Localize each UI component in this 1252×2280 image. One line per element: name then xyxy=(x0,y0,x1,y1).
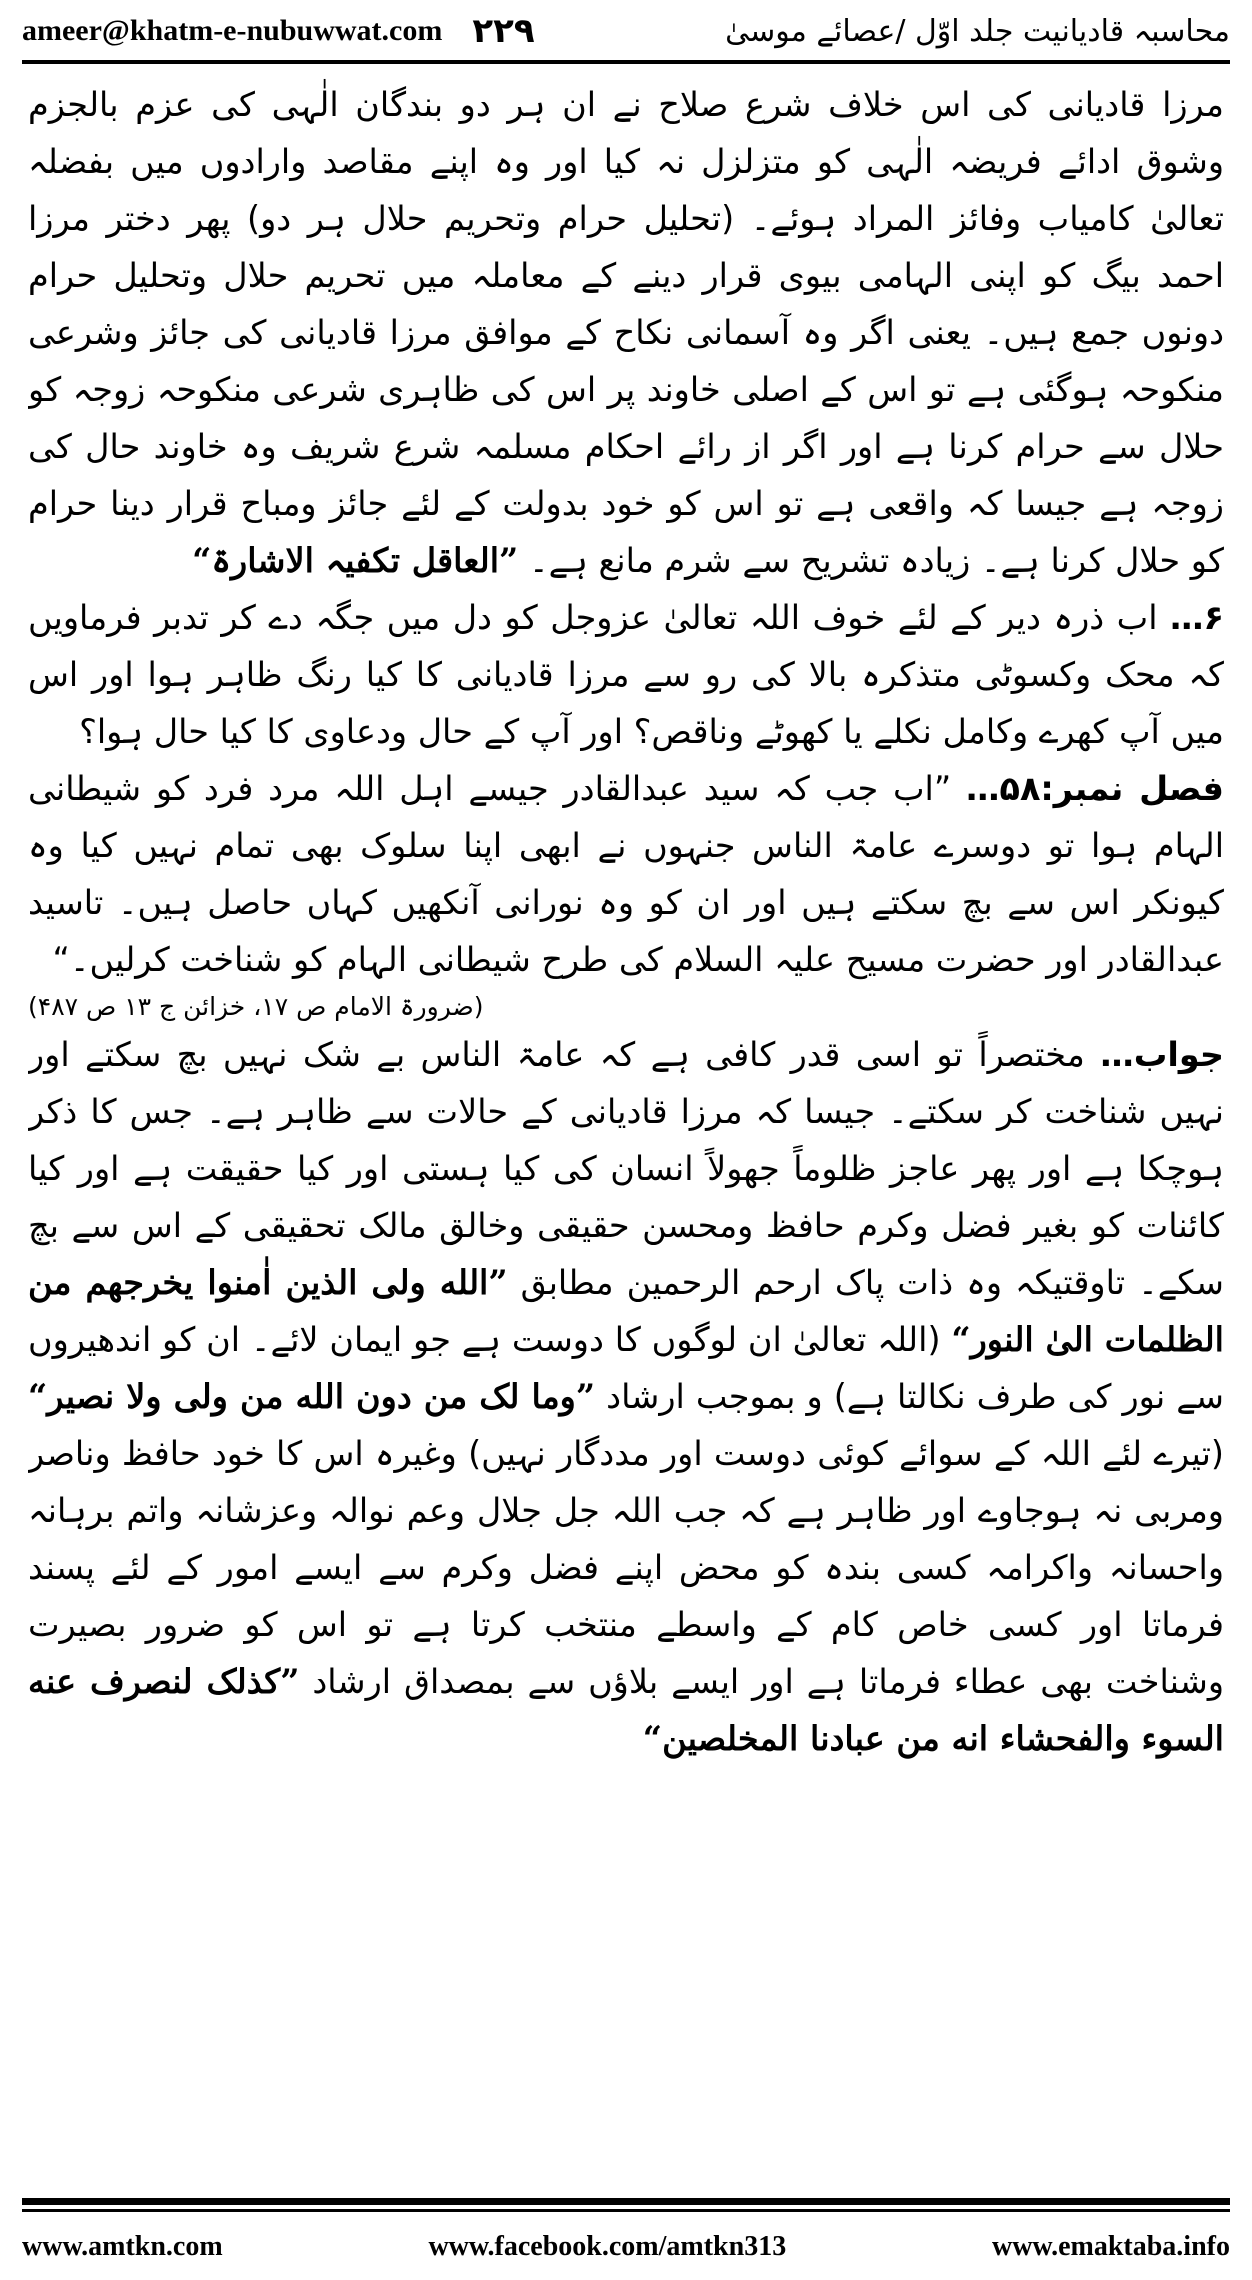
answer-text-1: مختصراً تو اسی قدر کافی ہے کہ عامۃ الناس بے شک نہیں بچ سکتے اور نہیں شناخت کر سکتے۔ جیسا کہ مرزا قادیانی کے حالات سے ظاہر ہے۔ جس کا ذکر ہوچکا ہے اور پھر عاجز ظلوماً جھولاً انسان کی کیا ہستی اور کیا حقیقت ہے اور کیا کائنات کو بغیر فضل وکرم حافظ ومحسن حقیقی وخالق مالک تحقیقی کے اس سے بچ سکے۔ تاوقتیکہ وہ ذات پاک ارحم الرحمین مطابق xyxy=(28,1035,1224,1302)
answer-text-3: (تیرے لئے اللہ کے سوائے کوئی دوست اور مددگار نہیں) وغیرہ اس کا خود حافظ وناصر ومربی نہ ہوجاوے اور ظاہر ہے کہ جب اللہ جل جلال وعم نوالہ وعزشانہ واتم برہانہ واحسانہ واکرامہ کسی بندہ کو محض اپنے فضل وکرم سے ایسے امور کے لئے پسند فرماتا اور کسی خاص کام کے واسطے منتخب کرتا ہے تو اس کو ضرور بصیرت وشناخت بھی عطاء فرماتا ہے اور ایسے بلاؤں سے بمصداق ارشاد xyxy=(28,1434,1224,1701)
quran-verse-1: ”الله ولی الذین اٰمنوا یخرجهم من الظلمات الیٰ النور“ xyxy=(28,1263,1224,1359)
footer-rule-thin xyxy=(22,2209,1230,2212)
footer-link-emaktaba[interactable]: www.emaktaba.info xyxy=(991,2231,1230,2262)
quran-verse-3: ”کذلک لنصرف عنه السوء والفحشاء انه من عبادنا المخلصین“ xyxy=(28,1662,1224,1758)
footer-link-facebook[interactable]: www.facebook.com/amtkn313 xyxy=(428,2231,787,2262)
paragraph-2-text: اب ذرہ دیر کے لئے خوف اللہ تعالیٰ عزوجل کو دل میں جگہ دے کر تدبر فرماویں کہ محک وکسوٹی متذکرہ بالا کی رو سے مرزا قادیانی کا کیا رنگ ظاہر ہوا اور اس میں آپ کھرے وکامل نکلے یا کھوٹے وناقص؟ اور آپ کے حال ودعاوی کا کیا حال ہوا؟ xyxy=(28,598,1224,751)
book-title: محاسبہ قادیانیت جلد اوّل /عصائے موسیٰ xyxy=(725,13,1230,49)
answer-section xyxy=(28,1026,1224,1767)
page-body xyxy=(28,76,1224,2191)
reference-citation: (ضرورۃ الامام ص ۱۷، خزائن ج ۱۳ ص ۴۸۷) xyxy=(28,992,484,1021)
fasl-label: فصل نمبر:۵۸… xyxy=(966,769,1224,808)
paragraph-2 xyxy=(28,589,1224,760)
header-rule xyxy=(22,60,1230,64)
page-number: ۲۲۹ xyxy=(472,11,535,51)
page-footer xyxy=(22,2222,1230,2272)
page-header xyxy=(22,6,1230,56)
arabic-quote: ”العاقل تکفیہ الاشارۃ“ xyxy=(192,541,519,580)
paragraph-number: ۶… xyxy=(1170,598,1224,637)
answer-label: جواب… xyxy=(1100,1035,1224,1074)
quran-verse-2: ”وما لک من دون الله من ولی ولا نصیر“ xyxy=(28,1377,596,1416)
header-email[interactable]: ameer@khatm-e-nubuwwat.com xyxy=(22,14,443,47)
answer-text-2: (اللہ تعالیٰ ان لوگوں کا دوست ہے جو ایمان لائے۔ ان کو اندھیروں سے نور کی طرف نکالتا ہے) و بموجب ارشاد xyxy=(28,1320,1224,1416)
fasl-text: ”اب جب کہ سید عبدالقادر جیسے اہل اللہ مرد فرد کو شیطانی الہام ہوا تو دوسرے عامۃ الناس جنہوں نے ابھی اپنا سلوک بھی تمام نہیں کیا وہ کیونکر اس سے بچ سکتے ہیں اور ان کو وہ نورانی آنکھیں کہاں حاصل ہیں۔ تاسید عبدالقادر اور حضرت مسیح علیہ السلام کی طرح شیطانی الہام کو شناخت کرلیں۔“ xyxy=(28,769,1224,979)
paragraph-1-text: مرزا قادیانی کی اس خلاف شرع صلاح نے ان ہر دو بندگان الٰہی کی عزم بالجزم وشوق ادائے فریضہ الٰہی کو متزلزل نہ کیا اور وہ اپنے مقاصد وارادوں میں بفضلہ تعالیٰ کامیاب وفائز المراد ہوئے۔ (تحلیل حرام وتحریم حلال ہر دو) پھر دختر مرزا احمد بیگ کو اپنی الہامی بیوی قرار دینے کے معاملہ میں تحریم حلال وتحلیل حرام دونوں جمع ہیں۔ یعنی اگر وہ آسمانی نکاح کے موافق مرزا قادیانی کی جائز وشرعی منکوحہ ہوگئی ہے تو اس کے اصلی خاوند پر اس کی ظاہری شرعی منکوحہ زوجہ کو حلال سے حرام کرنا ہے اور اگر از رائے احکام مسلمہ شرع شریف وہ خاوند حال کی زوجہ ہے جیسا کہ واقعی ہے تو اس کو خود بدولت کے لئے جائز ومباح قرار دینا حرام کو حلال کرنا ہے۔ زیادہ تشریح سے شرم مانع ہے۔ xyxy=(28,85,1224,580)
footer-link-amtkn[interactable]: www.amtkn.com xyxy=(22,2231,223,2262)
footer-rule-thick xyxy=(22,2198,1230,2205)
fasl-section xyxy=(28,760,1224,1024)
paragraph-1 xyxy=(28,76,1224,589)
